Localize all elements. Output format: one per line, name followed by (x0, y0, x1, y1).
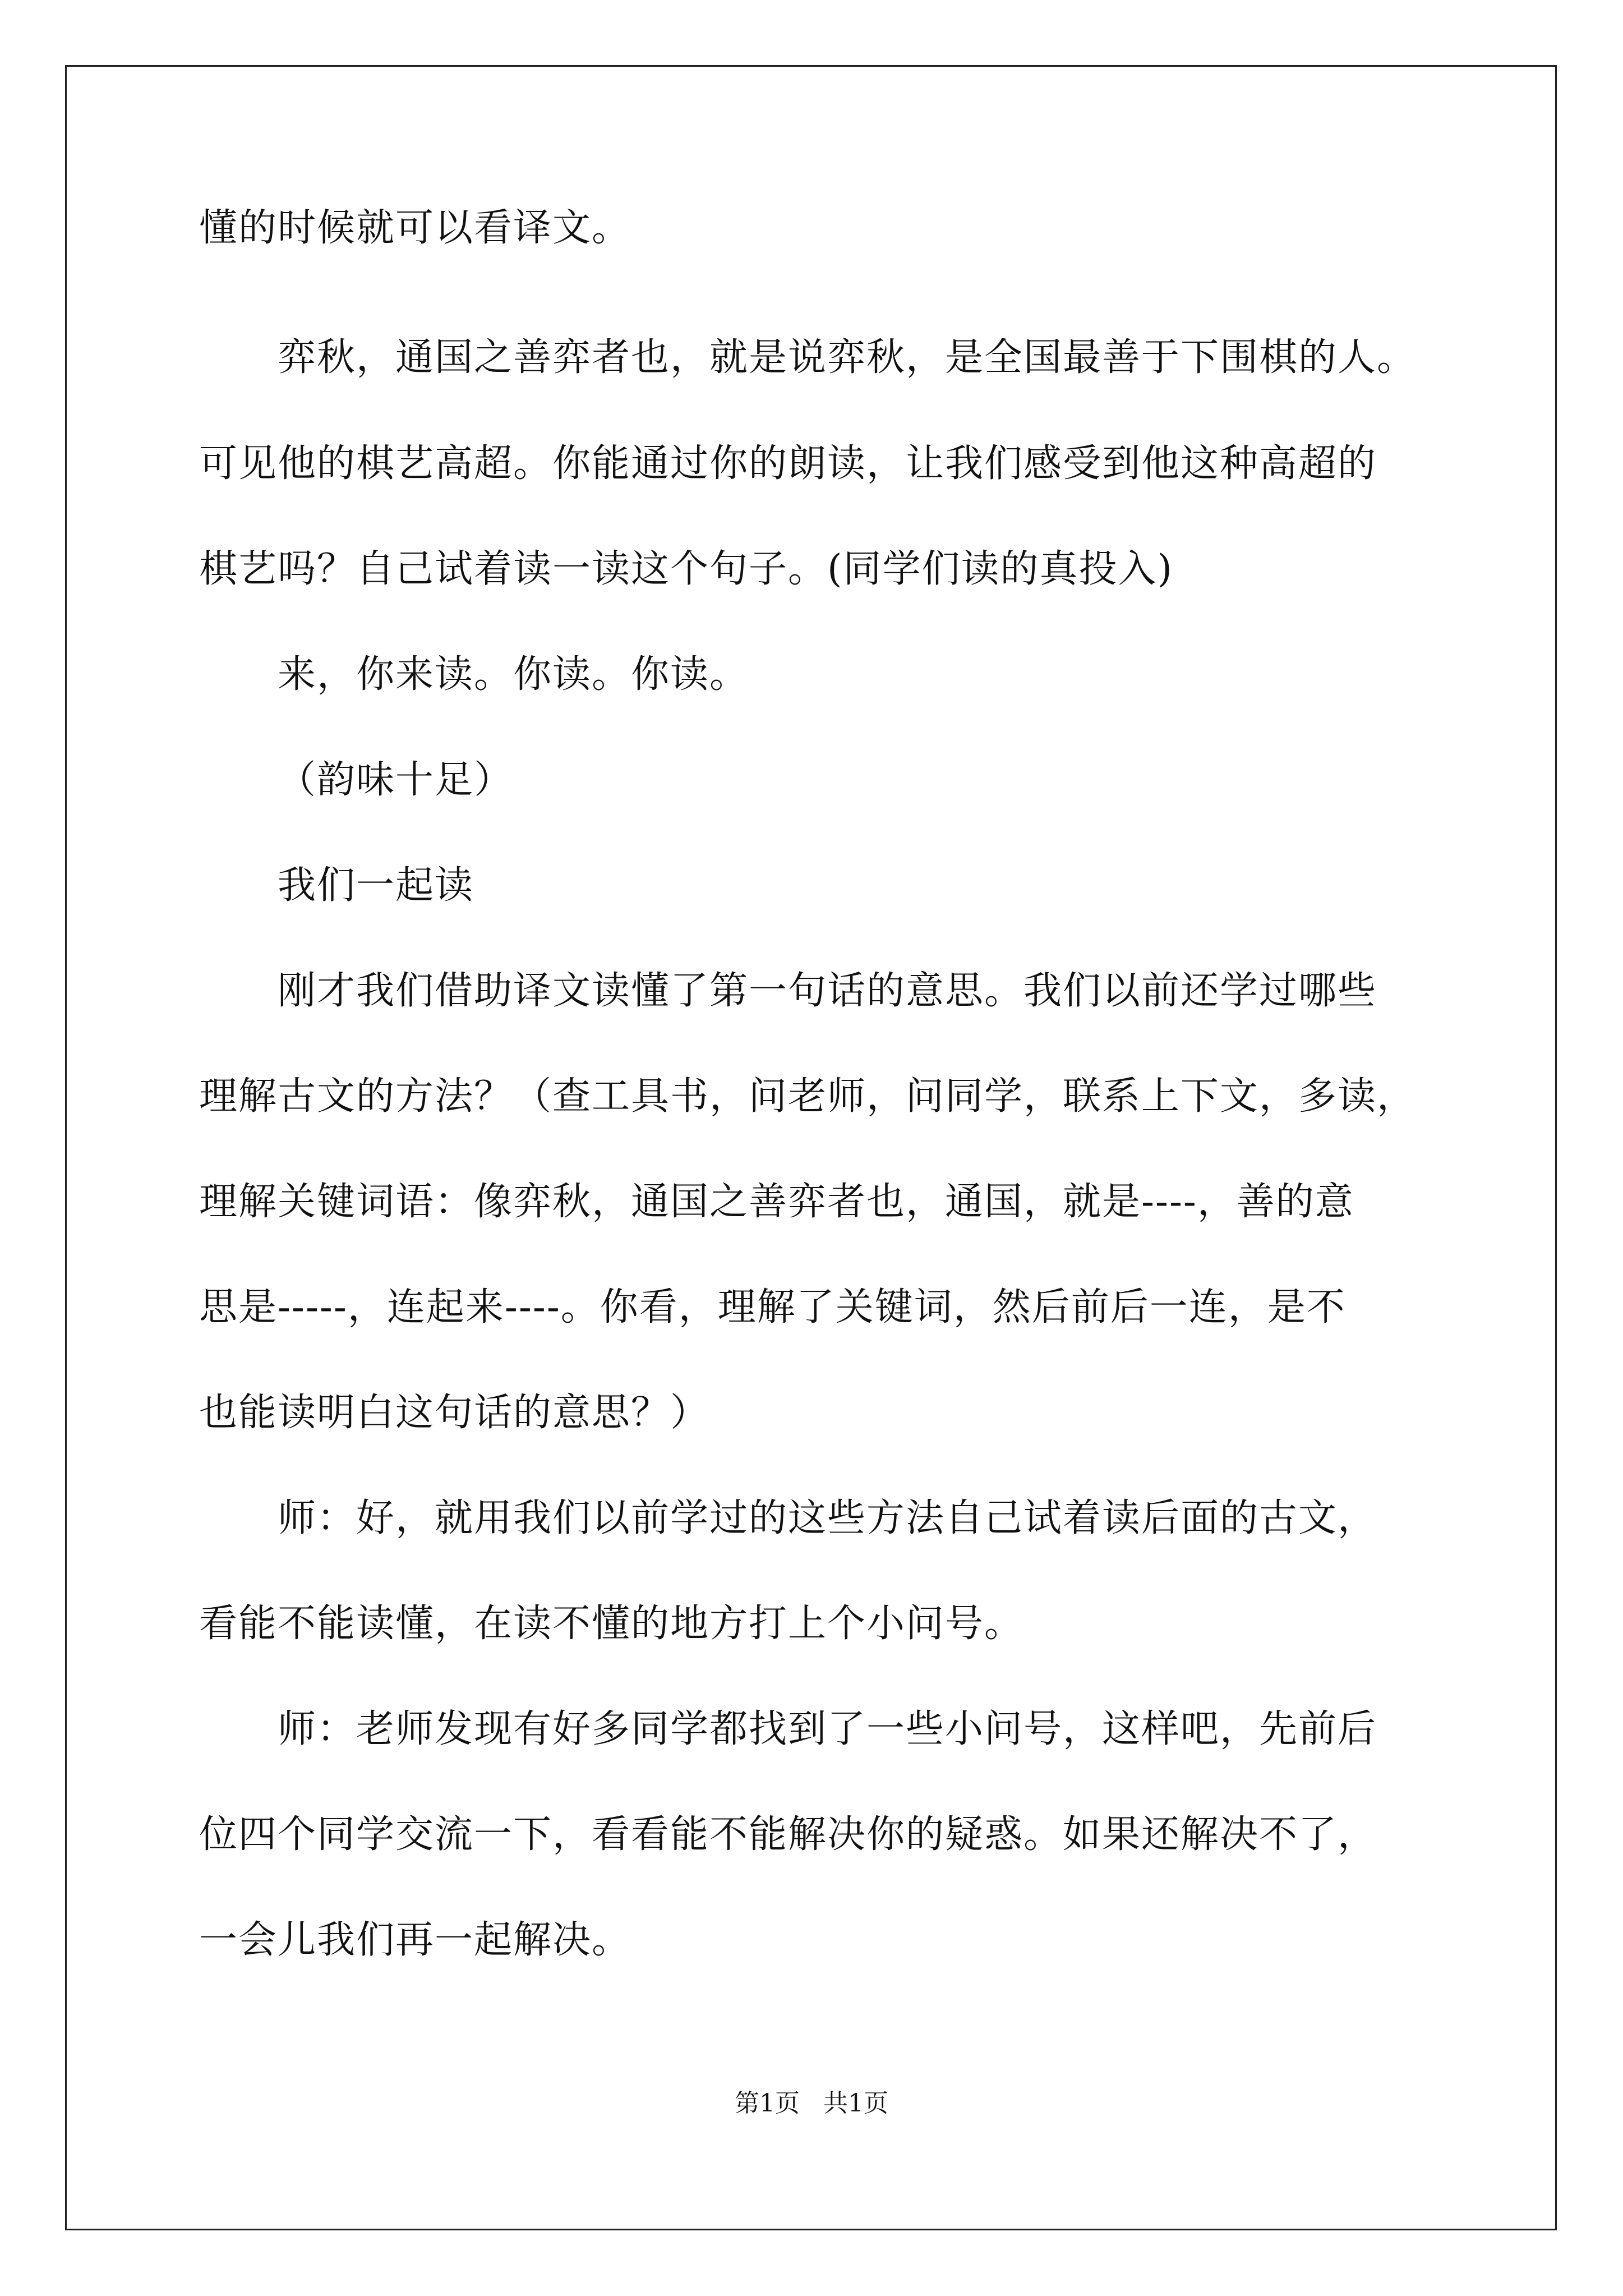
body-line-7: 我们一起读 (278, 863, 474, 908)
page-border (65, 65, 1557, 2230)
body-line-5: 来，你来读。你读。你读。 (278, 652, 749, 697)
body-line-14: 看能不能读懂，在读不懂的地方打上个小问号。 (199, 1602, 1024, 1646)
body-line-3: 可见他的棋艺高超。你能通过你的朗读，让我们感受到他这种高超的 (199, 441, 1377, 486)
body-line-11: 思是-----，连起来----。你看，理解了关键词，然后前后一连，是不 (199, 1285, 1346, 1329)
body-line-4: 棋艺吗？自己试着读一读这个句子。(同学们读的真投入) (199, 547, 1174, 591)
body-line-10: 理解关键词语：像弈秋，通国之善弈者也，通国，就是----，善的意 (199, 1180, 1354, 1224)
body-line-6: （韵味十足） (278, 758, 514, 802)
body-line-9: 理解古文的方法？（查工具书，问老师，问同学，联系上下文，多读， (199, 1074, 1417, 1119)
page-footer: 第1页 共1页 (735, 2089, 888, 2118)
body-line-13: 师：好，就用我们以前学过的这些方法自己试着读后面的古文， (278, 1496, 1377, 1540)
body-line-15: 师：老师发现有好多同学都找到了一些小问号，这样吧，先前后 (278, 1707, 1377, 1751)
body-line-12: 也能读明白这句话的意思？） (199, 1391, 710, 1435)
body-line-17: 一会儿我们再一起解决。 (199, 1918, 631, 1962)
body-line-1: 懂的时候就可以看译文。 (199, 206, 631, 250)
body-line-16: 位四个同学交流一下，看看能不能解决你的疑惑。如果还解决不了， (199, 1812, 1377, 1857)
body-line-2: 弈秋，通国之善弈者也，就是说弈秋，是全国最善于下围棋的人。 (278, 335, 1417, 380)
body-line-8: 刚才我们借助译文读懂了第一句话的意思。我们以前还学过哪些 (278, 969, 1377, 1013)
